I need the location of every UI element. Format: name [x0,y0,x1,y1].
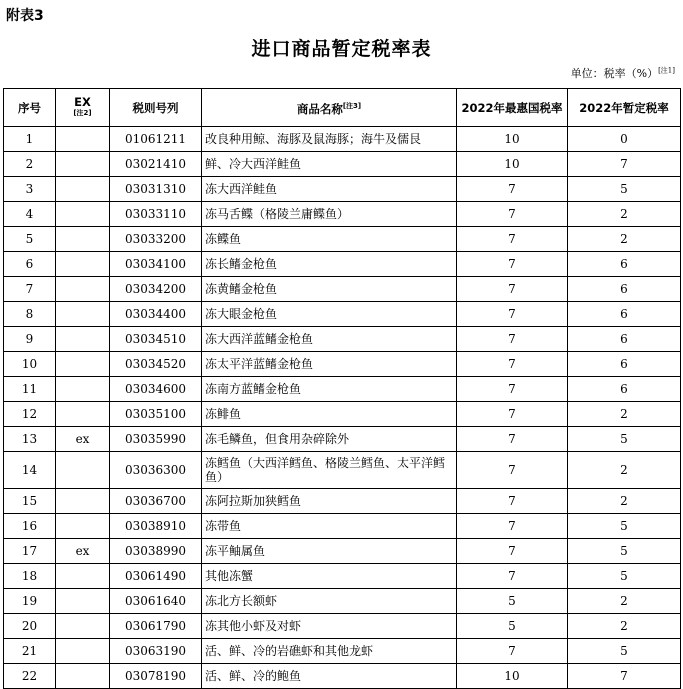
table-row [4,614,681,639]
row-ex-flag [56,177,110,202]
table-row [4,302,681,327]
table-row [4,352,681,377]
row-tariff-code: 03036300 [110,452,202,489]
row-ex-flag [56,277,110,302]
row-seq: 16 [4,514,56,539]
row-provisional-rate: 2 [568,202,681,227]
row-mfn-rate: 7 [457,177,568,202]
row-seq: 10 [4,352,56,377]
row-commodity-name: 活、鲜、冷的鲍鱼 [202,664,457,689]
row-tariff-code: 01061211 [110,127,202,152]
row-ex-flag [56,252,110,277]
row-provisional-rate: 5 [568,564,681,589]
table-header-row [4,89,681,127]
row-ex-flag [56,327,110,352]
row-provisional-rate: 0 [568,127,681,152]
ex-header-label: EX [74,94,91,109]
row-provisional-rate: 6 [568,252,681,277]
row-ex-flag [56,564,110,589]
row-mfn-rate: 7 [457,402,568,427]
row-ex-flag: ex [56,427,110,452]
ex-header-footnote-ref: [注2] [73,108,92,117]
page-title: 进口商品暂定税率表 [251,38,432,60]
tariff-table [3,88,681,689]
row-provisional-rate: 7 [568,152,681,177]
row-ex-flag [56,614,110,639]
col-header-ex [56,89,110,127]
row-provisional-rate: 2 [568,614,681,639]
col-header-name [202,89,457,127]
row-commodity-name: 冻大西洋蓝鳍金枪鱼 [202,327,457,352]
row-tariff-code: 03038910 [110,514,202,539]
row-provisional-rate: 6 [568,327,681,352]
row-seq: 2 [4,152,56,177]
row-mfn-rate: 7 [457,327,568,352]
row-seq: 8 [4,302,56,327]
row-tariff-code: 03034100 [110,252,202,277]
row-provisional-rate: 6 [568,302,681,327]
row-seq: 9 [4,327,56,352]
table-row [4,427,681,452]
row-tariff-code: 03034600 [110,377,202,402]
row-commodity-name: 冻阿拉斯加狭鳕鱼 [202,489,457,514]
row-provisional-rate: 6 [568,277,681,302]
name-header-footnote-ref: [注3] [342,102,362,111]
table-row [4,377,681,402]
row-ex-flag [56,377,110,402]
table-row [4,202,681,227]
row-provisional-rate: 5 [568,639,681,664]
row-ex-flag [56,352,110,377]
row-tariff-code: 03033200 [110,227,202,252]
row-commodity-name: 冻马舌鲽（格陵兰庸鲽鱼） [202,202,457,227]
row-mfn-rate: 10 [457,664,568,689]
row-provisional-rate: 6 [568,352,681,377]
row-tariff-code: 03061490 [110,564,202,589]
col-header-code: 税则号列 [110,89,202,127]
row-ex-flag: ex [56,539,110,564]
table-row [4,177,681,202]
table-row [4,402,681,427]
row-seq: 14 [4,452,56,489]
row-mfn-rate: 7 [457,514,568,539]
row-seq: 6 [4,252,56,277]
col-header-provisional-rate: 2022年暂定税率 [568,89,681,127]
row-mfn-rate: 7 [457,227,568,252]
row-mfn-rate: 7 [457,452,568,489]
row-seq: 3 [4,177,56,202]
row-tariff-code: 03038990 [110,539,202,564]
row-provisional-rate: 5 [568,514,681,539]
table-row [4,564,681,589]
row-commodity-name: 冻大西洋鲑鱼 [202,177,457,202]
row-tariff-code: 03033110 [110,202,202,227]
table-row [4,152,681,177]
row-provisional-rate: 2 [568,452,681,489]
row-mfn-rate: 7 [457,277,568,302]
row-ex-flag [56,127,110,152]
table-row [4,589,681,614]
row-provisional-rate: 5 [568,539,681,564]
table-row [4,452,681,489]
row-ex-flag [56,514,110,539]
row-provisional-rate: 5 [568,427,681,452]
row-seq: 12 [4,402,56,427]
row-tariff-code: 03036700 [110,489,202,514]
row-mfn-rate: 7 [457,639,568,664]
unit-footnote-ref: [注1] [658,66,675,75]
row-tariff-code: 03021410 [110,152,202,177]
row-commodity-name: 冻带鱼 [202,514,457,539]
row-seq: 17 [4,539,56,564]
col-header-seq: 序号 [4,89,56,127]
row-ex-flag [56,452,110,489]
row-tariff-code: 03078190 [110,664,202,689]
row-mfn-rate: 7 [457,564,568,589]
row-mfn-rate: 5 [457,589,568,614]
row-provisional-rate: 2 [568,589,681,614]
unit-note [571,65,675,81]
row-tariff-code: 03035990 [110,427,202,452]
row-mfn-rate: 7 [457,539,568,564]
row-commodity-name: 冻平鲉属鱼 [202,539,457,564]
row-provisional-rate: 6 [568,377,681,402]
row-provisional-rate: 2 [568,489,681,514]
row-ex-flag [56,589,110,614]
row-ex-flag [56,152,110,177]
appendix-label: 附表3 [6,8,44,24]
row-tariff-code: 03061790 [110,614,202,639]
row-ex-flag [56,202,110,227]
row-commodity-name: 鲜、冷大西洋鲑鱼 [202,152,457,177]
row-mfn-rate: 7 [457,377,568,402]
row-seq: 21 [4,639,56,664]
row-seq: 1 [4,127,56,152]
row-seq: 11 [4,377,56,402]
table-row [4,327,681,352]
row-commodity-name: 冻南方蓝鳍金枪鱼 [202,377,457,402]
row-seq: 4 [4,202,56,227]
row-tariff-code: 03035100 [110,402,202,427]
row-mfn-rate: 7 [457,427,568,452]
row-provisional-rate: 2 [568,227,681,252]
row-commodity-name: 冻其他小虾及对虾 [202,614,457,639]
row-ex-flag [56,402,110,427]
row-commodity-name: 冻鲽鱼 [202,227,457,252]
row-tariff-code: 03034200 [110,277,202,302]
row-ex-flag [56,302,110,327]
row-commodity-name: 活、鲜、冷的岩礁虾和其他龙虾 [202,639,457,664]
row-seq: 5 [4,227,56,252]
row-mfn-rate: 7 [457,352,568,377]
table-row [4,127,681,152]
table-row [4,277,681,302]
row-tariff-code: 03034510 [110,327,202,352]
row-commodity-name: 改良种用鲸、海豚及鼠海豚；海牛及儒艮 [202,127,457,152]
table-row [4,539,681,564]
row-provisional-rate: 2 [568,402,681,427]
table-row [4,514,681,539]
row-commodity-name: 冻大眼金枪鱼 [202,302,457,327]
row-mfn-rate: 7 [457,252,568,277]
row-provisional-rate: 5 [568,177,681,202]
row-tariff-code: 03034400 [110,302,202,327]
table-row [4,227,681,252]
row-ex-flag [56,639,110,664]
row-tariff-code: 03061640 [110,589,202,614]
row-seq: 15 [4,489,56,514]
col-header-mfn-rate: 2022年最惠国税率 [457,89,568,127]
row-mfn-rate: 7 [457,302,568,327]
row-commodity-name: 冻毛鳞鱼，但食用杂碎除外 [202,427,457,452]
row-commodity-name: 冻太平洋蓝鳍金枪鱼 [202,352,457,377]
row-seq: 7 [4,277,56,302]
table-row [4,639,681,664]
table-row [4,252,681,277]
unit-text: 单位：税率（%） [570,67,659,80]
row-seq: 19 [4,589,56,614]
row-commodity-name: 冻长鳍金枪鱼 [202,252,457,277]
row-ex-flag [56,489,110,514]
row-tariff-code: 03063190 [110,639,202,664]
row-seq: 22 [4,664,56,689]
name-header-label: 商品名称 [296,101,343,116]
table-row [4,489,681,514]
row-tariff-code: 03034520 [110,352,202,377]
row-commodity-name: 冻黄鳍金枪鱼 [202,277,457,302]
row-tariff-code: 03031310 [110,177,202,202]
row-mfn-rate: 5 [457,614,568,639]
row-ex-flag [56,227,110,252]
row-seq: 20 [4,614,56,639]
row-seq: 18 [4,564,56,589]
row-commodity-name: 其他冻蟹 [202,564,457,589]
row-commodity-name: 冻鳕鱼（大西洋鳕鱼、格陵兰鳕鱼、太平洋鳕鱼） [202,452,457,489]
row-mfn-rate: 7 [457,489,568,514]
row-provisional-rate: 7 [568,664,681,689]
row-mfn-rate: 7 [457,202,568,227]
row-commodity-name: 冻北方长额虾 [202,589,457,614]
row-seq: 13 [4,427,56,452]
row-mfn-rate: 10 [457,127,568,152]
row-mfn-rate: 10 [457,152,568,177]
table-body [4,127,681,689]
row-commodity-name: 冻鲱鱼 [202,402,457,427]
